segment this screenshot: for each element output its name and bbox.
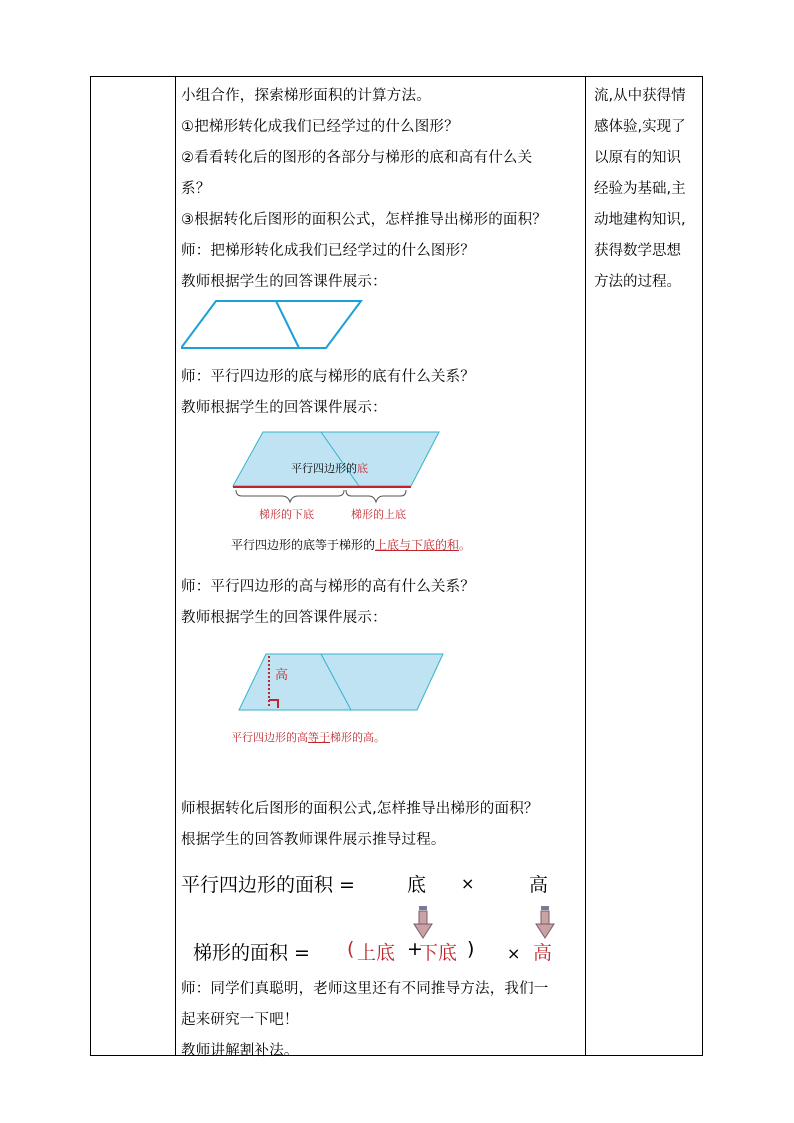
- height-caption: [231, 729, 385, 745]
- outro-line-3: 教师讲解割补法。: [181, 1043, 299, 1059]
- parallelogram-area-label: 平行四边形的面积 =: [181, 874, 355, 896]
- height-label: 高: [275, 668, 289, 683]
- formula-plus: +: [407, 938, 423, 960]
- intent-line-6: 获得数学思想: [594, 243, 681, 259]
- design-intent-column: [594, 81, 702, 298]
- trapezoid-area-label: 梯形的面积 =: [193, 942, 310, 964]
- base-inner-label-black: 平行四边形的: [291, 462, 357, 475]
- height-caption-4: 梯形的高。: [330, 731, 385, 744]
- column-divider-right: [585, 77, 586, 1055]
- outro-line-1: 师：同学们真聪明，老师这里还有不同推导方法，我们一: [181, 981, 549, 997]
- base-inner-label-red: 底: [357, 462, 368, 475]
- formula-height: 高: [529, 874, 549, 896]
- intent-line-1: 流,从中获得情: [594, 88, 686, 104]
- parallelogram-figure-1: [181, 298, 583, 362]
- intent-line-7: 方法的过程。: [594, 274, 681, 290]
- formula-height-2: 高: [533, 942, 553, 964]
- down-arrow-icon: [535, 906, 555, 940]
- down-arrow-icon: [413, 906, 433, 940]
- outro-line-2: 起来研究一下吧！: [181, 1012, 299, 1028]
- show-text-2: 教师根据学生的回答课件展示：: [181, 400, 387, 416]
- intent-line-5: 动地建构知识,: [594, 212, 686, 228]
- upper-base-brace-label: 梯形的上底: [351, 508, 406, 521]
- formula-lparen: (: [347, 938, 355, 960]
- formula-times-2: ×: [507, 944, 521, 963]
- show-text-3: 教师根据学生的回答课件展示：: [181, 610, 387, 626]
- question-height: 师：平行四边形的高与梯形的高有什么关系？: [181, 579, 475, 595]
- formula-base: 底: [407, 874, 427, 896]
- base-caption-black: 平行四边形的底等于梯形的: [231, 538, 376, 552]
- teaching-process-column: [181, 81, 583, 1067]
- intro-line-2: ①把梯形转化成我们已经学过的什么图形？: [181, 119, 459, 135]
- base-caption-end: 。: [459, 538, 472, 552]
- intro-line-1: 小组合作，探索梯形面积的计算方法。: [181, 88, 431, 104]
- question-base: 师：平行四边形的底与梯形的底有什么关系？: [181, 369, 475, 385]
- intent-line-3: 以原有的知识: [594, 150, 681, 166]
- formula-lower-base: 下底: [419, 942, 458, 964]
- parallelogram-base-figure: [181, 424, 583, 572]
- intro-line-7: 教师根据学生的回答课件展示：: [181, 274, 387, 290]
- lesson-table: [90, 76, 703, 1059]
- base-inner-label: [291, 460, 368, 476]
- column-divider-left: [175, 77, 176, 1055]
- formula-times-1: ×: [461, 874, 475, 893]
- intro-line-6: 师：把梯形转化成我们已经学过的什么图形？: [181, 243, 475, 259]
- lower-base-brace-label: 梯形的下底: [259, 508, 314, 521]
- derivation-intro: 根据学生的回答教师课件展示推导过程。: [181, 832, 446, 848]
- height-caption-2: 高: [297, 731, 308, 744]
- intent-line-4: 经验为基础,主: [594, 181, 686, 197]
- formula-upper-base: 上底: [357, 942, 396, 964]
- formula-rparen: ): [467, 938, 475, 960]
- base-caption: [231, 536, 471, 553]
- intro-line-3: ②看看转化后的图形的各部分与梯形的底和高有什么关: [181, 150, 533, 166]
- question-area-formula: 师根据转化后图形的面积公式,怎样推导出梯形的面积？: [181, 801, 539, 817]
- intro-line-5: ③根据转化后图形的面积公式，怎样推导出梯形的面积？: [181, 212, 547, 228]
- area-formula-derivation: [181, 856, 583, 974]
- height-caption-3: 等于: [308, 731, 330, 744]
- intro-line-4: 系？: [181, 181, 211, 197]
- height-caption-1: 平行四边形的: [231, 731, 297, 744]
- intent-line-2: 感体验,实现了: [594, 119, 686, 135]
- base-caption-red: 上底与下底的和: [375, 538, 460, 552]
- parallelogram-height-figure: [181, 634, 583, 794]
